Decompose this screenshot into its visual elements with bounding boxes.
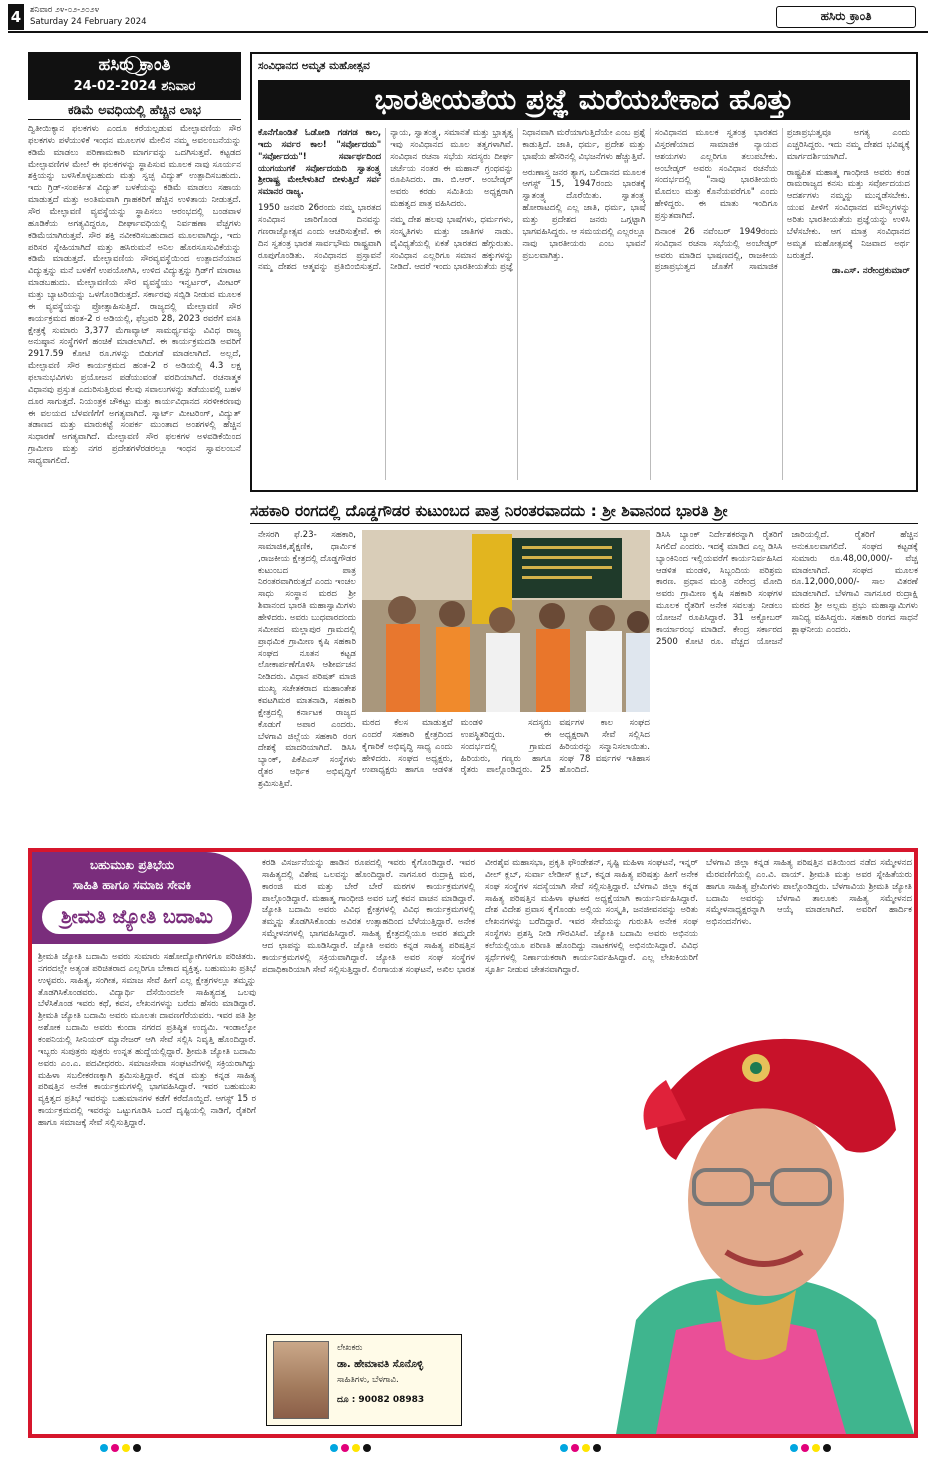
- profile-banner-line2: ಸಾಹಿತಿ ಹಾಗೂ ಸಮಾಜ ಸೇವಕಿ: [72, 878, 192, 892]
- writer-label: ಲೇಖಕರು: [337, 1343, 363, 1353]
- yellow-dot-icon: [352, 1444, 360, 1452]
- story1-body: ದ್ವಿತೀಯಿಕ್ಯಾನ ಫಲಕಗಳು ಎಂದೂ ಕರೆಯಲ್ಪಡುವ ಮೇಲ್ಛಾವಣಿಯ ಸೌರ ಫಲಕಗಳು ಪಳೆಯುಳಿಕೆ ಇಂಧನ ಮೂಲಗಳ ಮೇಲಿನ ನಮ್ಮ ಅವಲಂಬನೆಯನ್ನು ಕಡಿಮೆ ಮಾಡಲು ಪರಿಣಾಮಕಾರಿ ಮಾರ್ಗವನ್ನು ಒದಗಿಸುತ್ತವೆ. ಕಟ್ಟಡದ ಮೇಲ್ಛಾವಣಿಗಳ ಮೇಲೆ ಈ ಫಲಕಗಳನ್ನು ಸ್ಥಾಪಿಸುವ ಮೂಲಕ ನಾವು ಸೂರ್ಯನ ಶಕ್ತಿಯನ್ನು ಬಳಸಿಕೊಳ್ಳಬಹುದು ಮತ್ತು ಸ್ವಚ್ಛ ವಿದ್ಯುತ್ ಉತ್ಪಾದಿಸಬಹುದು. ಇದು ಗ್ರಿಡ್-ಸಂಪರ್ಕಿತ ವಿದ್ಯುತ್ ಬಳಕೆಯನ್ನು ಕಡಿಮೆ ಮಾಡಲು ಸಹಾಯ ಮಾಡುತ್ತದೆ ಮತ್ತು ಅಂತಿಮವಾಗಿ ಗ್ರಾಹಕರಿಗೆ ಹೆಚ್ಚಿನ ಉಳಿತಾಯ ನೀಡುತ್ತದೆ. ಸೌರ ಮೇಲ್ಛಾವಣಿ ವ್ಯವಸ್ಥೆಯನ್ನು ಸ್ಥಾಪಿಸಲು ಆರಂಭದಲ್ಲಿ ಬಂಡವಾಳ ಹೂಡಿಕೆಯ ಅಗತ್ಯವಿದ್ದರೂ, ದೀರ್ಘಾವಧಿಯಲ್ಲಿ ನಿರ್ವಹಣಾ ವೆಚ್ಚಗಳು ಕಡಿಮೆಯಾಗಿರುತ್ತವೆ. ಸೌರ ಶಕ್ತಿ ನವೀಕರಿಸಬಹುದಾದ ಮೂಲವಾಗಿದ್ದು, ಇದು ಪರಿಸರ ಸ್ನೇಹಿಯಾಗಿದೆ ಮತ್ತು ಹಸಿರುಮನೆ ಅನಿಲ ಹೊರಸೂಸುವಿಕೆಯನ್ನು ಕಡಿಮೆ ಮಾಡುತ್ತದೆ. ಮೇಲ್ಛಾವಣಿಯ ಸೌರವ್ಯವಸ್ಥೆಯಿಂದ ಉತ್ಪಾದನೆಯಾದ ವಿದ್ಯುತ್ತನ್ನು ಮನೆ ಬಳಕೆಗೆ ಉಪಯೋಗಿಸಿ, ಉಳಿದ ವಿದ್ಯುತ್ತನ್ನು ಗ್ರಿಡ್‌ಗೆ ಮಾರಾಟ ಮಾಡಬಹುದು. ಮೇಲ್ಛಾವಣಿಯ ಸೌರ ವ್ಯವಸ್ಥೆಯು ಇನ್ವರ್ಟರ್, ಮೀಟರ್ ಮತ್ತು ಬ್ಯಾಟರಿಯನ್ನು ಒಳಗೊಂಡಿರುತ್ತದೆ. ಸರ್ಕಾರವು ಸಬ್ಸಿಡಿ ನೀಡುವ ಮೂಲಕ ಈ ವ್ಯವಸ್ಥೆಯನ್ನು ಪ್ರೋತ್ಸಾಹಿಸುತ್ತಿದೆ. ರಾಜ್ಯದಲ್ಲಿ ಮೇಲ್ಛಾವಣಿ ಸೌರ ಕಾರ್ಯಕ್ರಮದ ಹಂತ-2 ರ ಅಡಿಯಲ್ಲಿ, ಫೆಬ್ರವರಿ 28, 2023 ರವರೆಗೆ ವಸತಿ ಕ್ಷೇತ್ರಕ್ಕೆ ಸುಮಾರು 3,377 ಮೆಗಾವ್ಯಾಟ್ ಸಾಮರ್ಥ್ಯವನ್ನು ವಿವಿಧ ರಾಜ್ಯ ಅನುಷ್ಠಾನ ಸಂಸ್ಥೆಗಳಿಗೆ ಹಂಚಿಕೆ ಮಾಡಲಾಗಿದೆ. ಈ ಕಾರ್ಯಕ್ರಮದಡಿ ಅವರಿಗೆ 2917.59 ಕೋಟಿ ರೂ.ಗಳನ್ನು ಬಿಡುಗಡೆ ಮಾಡಲಾಗಿದೆ. ಅಲ್ಲದೆ, ಮೇಲ್ಛಾವಣಿ ಸೌರ ಕಾರ್ಯಕ್ರಮದ ಹಂತ-2 ರ ಅಡಿಯಲ್ಲಿ 4.3 ಲಕ್ಷ ಫಲಾನುಭವಿಗಳು ಪ್ರಯೋಜನ ಪಡೆಯುವಂತೆ ವರದಿಯಾಗಿದೆ. ರಚನಾತ್ಮಕ ವಿಧಾನವು ಪ್ರಸ್ತುತ ಎದುರಿಸುತ್ತಿರುವ ಕೆಲವು ಸವಾಲುಗಳನ್ನು ತಡೆಯುವಲ್ಲಿ ಬಹಳ ದೂರ ಸಾಗುತ್ತದೆ. ನಿಯಂತ್ರಕ ಚೌಕಟ್ಟು ಮತ್ತು ಕಾರ್ಯವಿಧಾನದ ಸರಳೀಕರಣವು ಈ ವಲಯದ ಬೆಳವಣಿಗೆಗೆ ಅಗತ್ಯವಾಗಿದೆ. ಸ್ಮಾರ್ಟ್ ಮೀಟರಿಂಗ್, ವಿದ್ಯುತ್ ತಡಾಣದ ಮತ್ತು ಮಾರುಕಟ್ಟೆ ಸಂಪರ್ಕ ಮುಂತಾದ ಅಂಶಗಳಲ್ಲಿ ಹೆಚ್ಚಿನ ಸುಧಾರಣೆ ಅಗತ್ಯವಾಗಿದೆ. ಮೇಲ್ಛಾವಣಿ ಸೌರ ಫಲಕಗಳ ಅಳವಡಿಕೆಯಿಂದ ಗ್ರಾಮೀಣ ಮತ್ತು ನಗರ ಪ್ರದೇಶಗಳೆರಡರಲ್ಲೂ ಇಂಧನ ಸ್ವಾವಲಂಬನೆ ಸಾಧ್ಯವಾಗಲಿದೆ.: [28, 124, 241, 467]
- writer-phone: ದೂ : 90082 08983: [337, 1395, 425, 1405]
- feature-lead: ಕೊನೆಗೊಂಡಿತೆ ಓಡೋಡಿ ಗಡಗಡ ಕಾಲ, ಇದು ಸರ್ವರ ಕಾಲ! "ಸರ್ವೋದಯ" "ಸರ್ವೋದಯ"! ಸರ್ವಾರ್ಥದಿಂದ ಯುಗಯುಗಕೆ ಸರ್ವೋದಯದಿ ಸ್ವಾತಂತ್ರ್ಯ ಶ್ರೀರಾಷ್ಟ್ರ ಮೇಲೇಳುತಿದೆ ಬೀಳುತ್ತಿದೆ ಸರ್ವ ಸಮಾನರ ರಾಜ್ಯ.: [258, 128, 382, 198]
- yellow-dot-icon: [122, 1444, 130, 1452]
- feature-kicker: ಸಂವಿಧಾನದ ಅಮೃತ ಮಹೋತ್ಸವ: [258, 60, 370, 72]
- date-english: Saturday 24 February 2024: [30, 17, 147, 27]
- magenta-dot-icon: [801, 1444, 809, 1452]
- feature-headline: ಭಾರತೀಯತೆಯ ಪ್ರಜ್ಞೆ ಮರೆಯಬೇಕಾದ ಹೊತ್ತು: [258, 80, 910, 120]
- registration-marks: [330, 1444, 371, 1452]
- profile-portrait: [596, 990, 914, 1434]
- writer-org: ಸಾಹಿತಿಗಳು, ಬೆಳಗಾವಿ.: [337, 1375, 399, 1385]
- cyan-dot-icon: [560, 1444, 568, 1452]
- farmer-logo-icon: [124, 56, 142, 74]
- writer-name: ಡಾ. ಹೇಮಾವತಿ ಸೊನೊಳ್ಳಿ: [337, 1359, 424, 1370]
- cyan-dot-icon: [100, 1444, 108, 1452]
- issue-date: [30, 4, 190, 30]
- registration-marks: [100, 1444, 141, 1452]
- writer-photo: [273, 1341, 329, 1419]
- feature-paragraph: 1950 ಜನವರಿ 26ರಂದು ನಮ್ಮ ಭಾರತದ ಸಂವಿಧಾನ ಜಾರಿಗೊಂಡ ದಿನವನ್ನು ಗಣರಾಜ್ಯೋತ್ಸವ ಎಂದು ಆಚರಿಸುತ್ತೇವೆ. ಈ ದಿನ ಸ್ವತಂತ್ರ ಭಾರತ ಸಾರ್ವಭೌಮ ರಾಷ್ಟ್ರವಾಗಿ ರೂಪುಗೊಂಡಿತು. ಸಂವಿಧಾನದ ಪ್ರಸ್ತಾವನೆ ನಮ್ಮ ದೇಶದ ಆತ್ಮವನ್ನು ಪ್ರತಿಬಿಂಬಿಸುತ್ತದೆ. ನ್ಯಾಯ, ಸ್ವಾತಂತ್ರ್ಯ, ಸಮಾನತೆ ಮತ್ತು ಭ್ರಾತೃತ್ವ ಇವು ಸಂವಿಧಾನದ ಮೂಲ ತತ್ವಗಳಾಗಿವೆ. ಸಂವಿಧಾನ ರಚನಾ ಸಭೆಯ ಸದಸ್ಯರು ದೀರ್ಘ ಚರ್ಚೆಯ ನಂತರ ಈ ಮಹಾನ್ ಗ್ರಂಥವನ್ನು ರೂಪಿಸಿದರು. ಡಾ. ಬಿ.ಆರ್. ಅಂಬೇಡ್ಕರ್ ಅವರು ಕರಡು ಸಮಿತಿಯ ಅಧ್ಯಕ್ಷರಾಗಿ ಮಹತ್ವದ ಪಾತ್ರ ವಹಿಸಿದರು.: [258, 128, 514, 273]
- masthead-date: 24-02-2024 ಶನಿವಾರ: [73, 79, 196, 94]
- feature-paragraph: ದಿನಾಂಕ 26 ನವೆಂಬರ್ 1949ರಂದು ಸಂವಿಧಾನ ರಚನಾ ಸಭೆಯಲ್ಲಿ ಅಂಬೇಡ್ಕರ್ ಅವರು ಮಾಡಿದ ಭಾಷಣದಲ್ಲಿ, ರಾಜಕೀಯ ಪ್ರಜಾಪ್ರಭುತ್ವದ ಜೊತೆಗೆ ಸಾಮಾಜಿಕ ಪ್ರಜಾಪ್ರಭುತ್ವವೂ ಅಗತ್ಯ ಎಂದು ಎಚ್ಚರಿಸಿದ್ದರು. ಇದು ನಮ್ಮ ದೇಶದ ಭವಿಷ್ಯಕ್ಕೆ ಮಾರ್ಗದರ್ಶಿಯಾಗಿದೆ.: [654, 128, 910, 273]
- feature-signature: ಡಾ.ಎಸ್. ನರೇಂದ್ರಕುಮಾರ್: [832, 266, 910, 277]
- black-dot-icon: [133, 1444, 141, 1452]
- magenta-dot-icon: [111, 1444, 119, 1452]
- profile-banner: [32, 852, 252, 944]
- profile-body-right: ಬೆಳಗಾವಿ ಜಿಲ್ಲಾ ಕನ್ನಡ ಸಾಹಿತ್ಯ ಪರಿಷತ್ತಿನ ವತಿಯಿಂದ ನಡೆದ ಸಮ್ಮೇಳನದ ಮೆರವಣಿಗೆಯಲ್ಲಿ ಎಂ.ವಿ. ವಾಯ್. ಶ್ರೀಮತಿ ಮತ್ತು ಅವರ ಸ್ನೇಹಿತೆಯರು ಹಾಗೂ ಸಾಹಿತ್ಯ ಪ್ರೇಮಿಗಳು ಪಾಲ್ಗೊಂಡಿದ್ದರು. ಬೆಳಗಾವಿಯ ಶ್ರೀಮತಿ ಜ್ಯೋತಿ ಬದಾಮಿ ಅವರನ್ನು ಬೆಳಗಾವಿ ತಾಲೂಕು ಸಾಹಿತ್ಯ ಸಮ್ಮೇಳನದ ಸಮ್ಮೇಳನಾಧ್ಯಕ್ಷರನ್ನಾಗಿ ಆಯ್ಕೆ ಮಾಡಲಾಗಿದೆ. ಅವರಿಗೆ ಹಾರ್ದಿಕ ಅಭಿನಂದನೆಗಳು.: [706, 858, 912, 928]
- yellow-dot-icon: [812, 1444, 820, 1452]
- feature-body: [258, 128, 910, 480]
- profile-portrait-illustration: [596, 990, 914, 1434]
- black-dot-icon: [363, 1444, 371, 1452]
- magenta-dot-icon: [571, 1444, 579, 1452]
- cyan-dot-icon: [330, 1444, 338, 1452]
- writer-box: [266, 1334, 462, 1426]
- story1-headline: ಕಡಿಮೆ ಅವಧಿಯಲ್ಲಿ ಹೆಚ್ಚಿನ ಲಾಭ: [28, 102, 241, 120]
- feature-paragraph: ಅರುಣಾಸ್ತ್ರ ಜನರ ತ್ಯಾಗ, ಬಲಿದಾನದ ಮೂಲಕ ಆಗಸ್ಟ್ 15, 1947ರಂದು ಭಾರತಕ್ಕೆ ಸ್ವಾತಂತ್ರ್ಯ ದೊರೆಯಿತು. ಸ್ವಾತಂತ್ರ್ಯ ಹೋರಾಟದಲ್ಲಿ ಎಲ್ಲ ಜಾತಿ, ಧರ್ಮ, ಭಾಷೆ ಮತ್ತು ಪ್ರದೇಶದ ಜನರು ಒಗ್ಗಟ್ಟಾಗಿ ಭಾಗವಹಿಸಿದ್ದರು. ಆ ಸಮಯದಲ್ಲಿ ಎಲ್ಲರಲ್ಲೂ ನಾವು ಭಾರತೀಯರು ಎಂಬ ಭಾವನೆ ಪ್ರಬಲವಾಗಿತ್ತು.: [522, 167, 646, 261]
- story2-body-right: ಡಿಸಿಸಿ ಬ್ಯಾಂಕ್ ನಿರ್ದೇಶಕರನ್ನಾಗಿ ರೈತರಿಗೆ ಸಿಗಲಿದೆ ಎಂದರು. ಇದಕ್ಕೆ ಮಾಡಿದ ಎಲ್ಲ ಡಿಸಿಸಿ ಬ್ಯಾಂಕಿನಿಂದ ಇಲ್ಲಿಯವರೆಗೆ ಕಾರ್ಯನಿರ್ವಹಿಸಿದ ಆಡಳಿತ ಮಂಡಳಿ, ಸಿಬ್ಬಂದಿಯ ಪರಿಶ್ರಮ ಕಾರಣ. ಪ್ರಧಾನ ಮಂತ್ರಿ ನರೇಂದ್ರ ಮೋದಿ ಅವರು ಗ್ರಾಮೀಣ ಕೃಷಿ ಸಹಕಾರಿ ಸಂಘಗಳ ಮೂಲಕ ರೈತರಿಗೆ ಅನೇಕ ಸವಲತ್ತು ನೀಡಲು ಯೋಜನೆ ರೂಪಿಸಿದ್ದಾರೆ. 31 ಅಕ್ಟೋಬರ್ ಕಾರ್ಯಾರಂಭ ಮಾಡಿದೆ. ಕೇಂದ್ರ ಸರ್ಕಾರದ 2500 ಕೋಟಿ ರೂ. ವೆಚ್ಚದ ಯೋಜನೆ ಜಾರಿಯಲ್ಲಿದೆ. ರೈತರಿಗೆ ಹೆಚ್ಚಿನ ಅನುಕೂಲವಾಗಲಿದೆ. ಸಂಘದ ಕಟ್ಟಡಕ್ಕೆ ಸುಮಾರು ರೂ.48,00,000/- ವೆಚ್ಚ ಮಾಡಲಾಗಿದೆ. ಸಂಘದ ಮೂಲಕ ರೂ.12,000,000/- ಸಾಲ ವಿತರಣೆ ಮಾಡಲಾಗಿದೆ. ಬೆಳಗಾವಿ ನಾಗನೂರ ರುದ್ರಾಕ್ಷಿ ಮಠದ ಶ್ರೀ ಅಲ್ಲಮ ಪ್ರಭು ಮಹಾಸ್ವಾಮಿಗಳು ಸಾನಿಧ್ಯ ವಹಿಸಿದ್ದರು. ಸಹಕಾರಿ ರಂಗದ ಸಾಧನೆ ಶ್ಲಾಘನೀಯ ಎಂದರು.: [656, 530, 918, 647]
- yellow-dot-icon: [582, 1444, 590, 1452]
- black-dot-icon: [823, 1444, 831, 1452]
- masthead-title: ಹಸಿರು ಕ್ರಾಂತಿ: [98, 55, 171, 75]
- profile-name: ಶ್ರೀಮತಿ ಜ್ಯೋತಿ ಬದಾಮಿ: [42, 900, 232, 934]
- masthead-box: [28, 52, 241, 100]
- cyan-dot-icon: [790, 1444, 798, 1452]
- magenta-dot-icon: [341, 1444, 349, 1452]
- registration-marks: [790, 1444, 831, 1452]
- story2-headline: ಸಹಕಾರಿ ರಂಗದಲ್ಲಿ ದೊಡ್ಡಗೌಡರ ಕುಟುಂಬದ ಪಾತ್ರ ನಿರಂತರವಾದದು : ಶ್ರೀ ಶಿವಾನಂದ ಭಾರತಿ ಶ್ರೀ: [250, 498, 918, 524]
- feature-paragraph: ನಮ್ಮ ದೇಶ ಹಲವು ಭಾಷೆಗಳು, ಧರ್ಮಗಳು, ಸಂಸ್ಕೃತಿಗಳು ಮತ್ತು ಜಾತಿಗಳ ನಾಡು. ವೈವಿಧ್ಯತೆಯಲ್ಲಿ ಏಕತೆ ಭಾರತದ ಹೆಗ್ಗುರುತು. ಸಂವಿಧಾನ ಎಲ್ಲರಿಗೂ ಸಮಾನ ಹಕ್ಕುಗಳನ್ನು ನೀಡಿದೆ. ಆದರೆ ಇಂದು ಭಾರತೀಯತೆಯ ಪ್ರಜ್ಞೆ ನಿಧಾನವಾಗಿ ಮರೆಯಾಗುತ್ತಿದೆಯೇ ಎಂಬ ಪ್ರಶ್ನೆ ಕಾಡುತ್ತಿದೆ. ಜಾತಿ, ಧರ್ಮ, ಪ್ರದೇಶ ಮತ್ತು ಭಾಷೆಯ ಹೆಸರಿನಲ್ಲಿ ವಿಭಜನೆಗಳು ಹೆಚ್ಚುತ್ತಿವೆ.: [390, 128, 646, 273]
- inauguration-photo: [362, 530, 650, 712]
- profile-column: ಶ್ರೀಮತಿ ಜ್ಯೋತಿ ಬದಾಮಿ ಅವರು ಸುಮಾರು ಸಹೋದ್ಯೋಗಿಗಳಿಗೂ ಪರಿಚಿತರು. ನಗರದಲ್ಲೇ ಅತ್ಯಂತ ಪರಿಚಿತರಾದ ಎಲ್ಲರಿಗೂ ಬೇಕಾದ ವ್ಯಕ್ತಿತ್ವ. ಬಹುಮುಖ ಪ್ರತಿಭೆ ಉಳ್ಳವರು. ಸಾಹಿತ್ಯ, ಸಂಗೀತ, ಸಮಾಜ ಸೇವೆ ಹೀಗೆ ಎಲ್ಲ ಕ್ಷೇತ್ರಗಳಲ್ಲೂ ತಮ್ಮನ್ನು ತೊಡಗಿಸಿಕೊಂಡವರು. ವಿದ್ಯಾರ್ಥಿ ದೆಸೆಯಿಂದಲೇ ಸಾಹಿತ್ಯದತ್ತ ಒಲವು ಬೆಳೆಸಿಕೊಂಡ ಇವರು ಕಥೆ, ಕವನ, ಲೇಖನಗಳನ್ನು ಬರೆದು ಹೆಸರು ಮಾಡಿದ್ದಾರೆ. ಶ್ರೀಮತಿ ಜ್ಯೋತಿ ಬದಾಮಿ ಅವರು ಮೂಲತಃ ದಾವಣಗೆರೆಯವರು. ಇವರ ಪತಿ ಶ್ರೀ ಅಶೋಕ ಬದಾಮಿ ಅವರು ಕುಂದಾ ನಗರದ ಪ್ರತಿಷ್ಠಿತ ಉದ್ಯಮಿ. ಇಂಡಾಲ್ಕೋ ಕಂಪನಿಯಲ್ಲಿ ಸೀನಿಯರ್ ಮ್ಯಾನೇಜರ್ ಆಗಿ ಸೇವೆ ಸಲ್ಲಿಸಿ ನಿವೃತ್ತಿ ಹೊಂದಿದ್ದಾರೆ. ಇಬ್ಬರು ಸುಪುತ್ರರು ಪುತ್ರರು ಉನ್ನತ ಹುದ್ದೆಯಲ್ಲಿದ್ದಾರೆ. ಶ್ರೀಮತಿ ಜ್ಯೋತಿ ಬದಾಮಿ ಅವರು ಎಂ.ಎ. ಪದವೀಧರರು. ಸಮಾಜಸೇವಾ ಸಂಘಟನೆಗಳಲ್ಲಿ ಸಕ್ರಿಯರಾಗಿದ್ದು ಮಹಿಳಾ ಸಬಲೀಕರಣಕ್ಕಾಗಿ ಶ್ರಮಿಸುತ್ತಿದ್ದಾರೆ. ಕನ್ನಡ ಮತ್ತು ಕನ್ನಡ ಸಾಹಿತ್ಯ ಪರಿಷತ್ತಿನ ಅನೇಕ ಕಾರ್ಯಕ್ರಮಗಳಲ್ಲಿ ಭಾಗವಹಿಸಿದ್ದಾರೆ. ಇವರ ಬಹುಮುಖ ವ್ಯಕ್ತಿತ್ವದ ಪ್ರತಿಭೆ ಇವರನ್ನು ಬಹುಮಾನಗಳ ಕಡೆಗೆ ಕರೆದೊಯ್ದಿದೆ. ಆಗಸ್ಟ್ 15 ರ ಕಾರ್ಯಕ್ರಮದಲ್ಲಿ ಇವರನ್ನು ಒಟ್ಟುಗೂಡಿಸಿ ಒಂದೆ ದೃಷ್ಟಿಯಲ್ಲಿ ನಾಡಿಗೆ, ರೈತರಿಗೆ ಹಾಗೂ ಸಮಾಜಕ್ಕೆ ಸೇವೆ ಸಲ್ಲಿಸುತ್ತಿದ್ದಾರೆ.: [38, 952, 256, 1129]
- masthead-right: ಹಸಿರು ಕ್ರಾಂತಿ: [776, 6, 916, 28]
- feature-paragraph: ರಾಷ್ಟ್ರಪಿತ ಮಹಾತ್ಮ ಗಾಂಧೀಜಿ ಅವರು ಕಂಡ ರಾಮರಾಜ್ಯದ ಕನಸು ಮತ್ತು ಸರ್ವೋದಯದ ಆದರ್ಶಗಳು ನಮ್ಮನ್ನು ಮುನ್ನಡೆಸಬೇಕು. ಯುವ ಪೀಳಿಗೆ ಸಂವಿಧಾನದ ಮೌಲ್ಯಗಳನ್ನು ಅರಿತು ಭಾರತೀಯತೆಯ ಪ್ರಜ್ಞೆಯನ್ನು ಉಳಿಸಿ ಬೆಳೆಸಬೇಕು. ಆಗ ಮಾತ್ರ ಸಂವಿಧಾನದ ಅಮೃತ ಮಹೋತ್ಸವಕ್ಕೆ ನಿಜವಾದ ಅರ್ಥ ಬರುತ್ತದೆ.: [786, 167, 910, 261]
- profile-banner-line1: ಬಹುಮುಖ ಪ್ರತಿಭೆಯ: [89, 858, 175, 872]
- feature-paragraph: ಸಂವಿಧಾನದ ಮೂಲಕ ಸ್ವತಂತ್ರ ಭಾರತದ ವಿಸ್ತರಣೆಯಾದ ಸಾಮಾಜಿಕ ನ್ಯಾಯದ ಆಶಯಗಳು ಎಲ್ಲರಿಗೂ ತಲುಪಬೇಕು. ಅಂಬೇಡ್ಕರ್ ಅವರು ಸಂವಿಧಾನ ರಚನೆಯ ಸಂದರ್ಭದಲ್ಲಿ "ನಾವು ಭಾರತೀಯರು ಮೊದಲು ಮತ್ತು ಕೊನೆಯವರೆಗೂ" ಎಂದು ಹೇಳಿದ್ದರು. ಈ ಮಾತು ಇಂದಿಗೂ ಪ್ರಸ್ತುತವಾಗಿದೆ.: [654, 128, 778, 222]
- registration-marks: [560, 1444, 601, 1452]
- story2-column: ನೇಸರಗಿ ಫೆ.23- ಸಹಕಾರಿ, ಸಾಮಾಜಿಕ,ಶೈಕ್ಷಣಿಕ, ಧಾರ್ಮಿಕ ,ರಾಜಕೀಯ ಕ್ಷೇತ್ರದಲ್ಲಿ ದೊಡ್ಡಗೌಡರ ಕುಟುಂಬದ ಪಾತ್ರ ನಿರಂತರವಾಗಿರುತ್ತದೆ ಎಂದು ಇಂಚಲ ಸಾಧು ಸಂಸ್ಥಾನ ಮಠದ ಶ್ರೀ ಶಿವಾನಂದ ಭಾರತಿ ಮಹಾಸ್ವಾಮಿಗಳು ಹೇಳಿದರು. ಅವರು ಬುಧವಾರದಂದು ಸಮೀಪದ ಮಲ್ಲಾಪುರ ಗ್ರಾಮದಲ್ಲಿ ಪ್ರಾಥಮಿಕ ಗ್ರಾಮೀಣ ಕೃಷಿ ಸಹಕಾರಿ ಸಂಘದ ನೂತನ ಕಟ್ಟಡ ಲೋಕಾರ್ಪಣೆಗೊಳಿಸಿ ಆಶೀರ್ವಚನ ನೀಡಿದರು. ವಿಧಾನ ಪರಿಷತ್ ಮಾಜಿ ಮುಖ್ಯ ಸಚೇತಕರಾದ ಮಹಾಂತೇಶ ಕವಟಗಿಮಠ ಮಾತನಾಡಿ, ಸಹಕಾರಿ ಕ್ಷೇತ್ರದಲ್ಲಿ ಕರ್ನಾಟಕ ರಾಜ್ಯದ ಕೊಡುಗೆ ಅಪಾರ ಎಂದರು. ಬೆಳಗಾವಿ ಜಿಲ್ಲೆಯ ಸಹಕಾರಿ ರಂಗ ದೇಶಕ್ಕೆ ಮಾದರಿಯಾಗಿದೆ. ಡಿಸಿಸಿ ಬ್ಯಾಂಕ್, ಪಿಕೆಪಿಎಸ್ ಸಂಸ್ಥೆಗಳು ರೈತರ ಆರ್ಥಿಕ ಅಭಿವೃದ್ಧಿಗೆ ಶ್ರಮಿಸುತ್ತಿವೆ.: [258, 530, 356, 790]
- date-kannada: ಶನಿವಾರ ೨೪-೦೨-೨೦೨೪: [30, 5, 100, 15]
- inauguration-photo-illustration: [362, 530, 650, 712]
- header-rule: [8, 31, 928, 33]
- profile-body: ಕರಡಿ ವಿಸರ್ಜನೆಯನ್ನು ಹಾಡಿನ ರೂಪದಲ್ಲಿ ಇವರು ಕೈಗೊಂಡಿದ್ದಾರೆ. ಇವರ ಸಾಹಿತ್ಯದಲ್ಲಿ ವಿಶೇಷ ಒಲವನ್ನು ಹೊಂದಿದ್ದಾರೆ. ನಾಗನೂರ ರುದ್ರಾಕ್ಷಿ ಮಠ, ಕಾರಂಜಿ ಮಠ ಮತ್ತು ಬೇರೆ ಬೇರೆ ಮಠಗಳ ಕಾರ್ಯಕ್ರಮಗಳಲ್ಲಿ ಪಾಲ್ಗೊಂಡಿದ್ದಾರೆ. ಮಹಾತ್ಮ ಗಾಂಧೀಜಿ ಅವರ ಬಗ್ಗೆ ಕವನ ವಾಚನ ಮಾಡಿದ್ದಾರೆ. ಜ್ಯೋತಿ ಬದಾಮಿ ಅವರು ವಿವಿಧ ಕ್ಷೇತ್ರಗಳಲ್ಲಿ ವಿವಿಧ ಕಾರ್ಯಕ್ರಮಗಳಲ್ಲಿ ತಮ್ಮನ್ನು ತೊಡಗಿಸಿಕೊಂಡು ಅವಿರತ ಉತ್ಸಾಹದಿಂದ ಬೆಳೆಯುತ್ತಿದ್ದಾರೆ. ಅನೇಕ ಸಮ್ಮೇಳನಗಳಲ್ಲಿ ಭಾಗವಹಿಸಿದ್ದಾರೆ. ಸಾಹಿತ್ಯ ಕ್ಷೇತ್ರದಲ್ಲಿಯೂ ಅವರ ತಮ್ಮದೇ ಆದ ಛಾಪನ್ನು ಮೂಡಿಸಿದ್ದಾರೆ. ಜ್ಯೋತಿ ಅವರು ಕನ್ನಡ ಸಾಹಿತ್ಯ ಪರಿಷತ್ತಿನ ಕಾರ್ಯಕ್ರಮಗಳಲ್ಲಿ ಸಕ್ರಿಯವಾಗಿದ್ದಾರೆ. ಜ್ಯೋತಿ ಅವರ ಸಂಘ ಸಂಸ್ಥೆಗಳ ಪದಾಧಿಕಾರಿಯಾಗಿ ಸೇವೆ ಸಲ್ಲಿಸುತ್ತಿದ್ದಾರೆ. ಲಿಂಗಾಯತ ಸಂಘಟನೆ, ಅಖಿಲ ಭಾರತ ವೀರಶೈವ ಮಹಾಸಭಾ, ಪ್ರಕೃತಿ ಫೌಂಡೇಶನ್, ಸೃಷ್ಟಿ ಮಹಿಳಾ ಸಂಘಟನೆ, ಇನ್ನರ್ ವೀಲ್ ಕ್ಲಬ್, ಸುರ್ವಾ ಲೇಡೀಸ್ ಕ್ಲಬ್, ಕನ್ನಡ ಸಾಹಿತ್ಯ ಪರಿಷತ್ತು ಹೀಗೆ ಅನೇಕ ಸಂಘ ಸಂಸ್ಥೆಗಳ ಸದಸ್ಯೆಯಾಗಿ ಸೇವೆ ಸಲ್ಲಿಸುತ್ತಿದ್ದಾರೆ. ಬೆಳಗಾವಿ ಜಿಲ್ಲಾ ಕನ್ನಡ ಸಾಹಿತ್ಯ ಪರಿಷತ್ತಿನ ಮಹಿಳಾ ಘಟಕದ ಅಧ್ಯಕ್ಷೆಯಾಗಿ ಕಾರ್ಯನಿರ್ವಹಿಸಿದ್ದಾರೆ. ದೇಶ ವಿದೇಶ ಪ್ರವಾಸ ಕೈಗೊಂಡು ಅಲ್ಲಿಯ ಸಂಸ್ಕೃತಿ, ಜನಜೀವನವನ್ನು ಅರಿತು ಲೇಖನಗಳನ್ನು ಬರೆದಿದ್ದಾರೆ. ಇವರ ಸೇವೆಯನ್ನು ಗುರುತಿಸಿ ಅನೇಕ ಸಂಘ ಸಂಸ್ಥೆಗಳು ಪ್ರಶಸ್ತಿ ನೀಡಿ ಗೌರವಿಸಿವೆ. ಜ್ಯೋತಿ ಬದಾಮಿ ಅವರು ಅಭಿನಯ ಕಲೆಯಲ್ಲಿಯೂ ಪರಿಣತಿ ಹೊಂದಿದ್ದು ನಾಟಕಗಳಲ್ಲಿ ಅಭಿನಯಿಸಿದ್ದಾರೆ. ವಿವಿಧ ಸ್ಪರ್ಧೆಗಳಲ್ಲಿ ನಿರ್ಣಾಯಕರಾಗಿ ಕಾರ್ಯನಿರ್ವಹಿಸಿದ್ದಾರೆ. ಎಲ್ಲ ಲೇಖಕಿಯರಿಗೆ ಸ್ಫೂರ್ತಿ ನೀಡುವ ಚೇತನವಾಗಿದ್ದಾರೆ.: [262, 858, 698, 975]
- story2-body: ಮಠದ ಕೆಲಸ ಮಾಡುತ್ತವೆ ಎಂದರೆ ಸಹಕಾರಿ ಕ್ಷೇತ್ರದಿಂದ ಕೈಗಾರಿಕೆ ಅಭಿವೃದ್ಧಿ ಸಾಧ್ಯ ಎಂದು ಹೇಳಿದರು. ಸಂಘದ ಅಧ್ಯಕ್ಷರು, ಉಪಾಧ್ಯಕ್ಷರು ಹಾಗೂ ಆಡಳಿತ ಮಂಡಳಿ ಸದಸ್ಯರು ಉಪಸ್ಥಿತರಿದ್ದರು. ಈ ಸಂದರ್ಭದಲ್ಲಿ ಗ್ರಾಮದ ಹಿರಿಯರು, ಗಣ್ಯರು ಹಾಗೂ ರೈತರು ಪಾಲ್ಗೊಂಡಿದ್ದರು. 25 ವರ್ಷಗಳ ಕಾಲ ಸಂಘದ ಅಧ್ಯಕ್ಷರಾಗಿ ಸೇವೆ ಸಲ್ಲಿಸಿದ ಹಿರಿಯರನ್ನು ಸನ್ಮಾನಿಸಲಾಯಿತು. ಸಂಘ 78 ವರ್ಷಗಳ ಇತಿಹಾಸ ಹೊಂದಿದೆ.: [362, 718, 650, 776]
- page-number: 4: [8, 4, 24, 30]
- black-dot-icon: [593, 1444, 601, 1452]
